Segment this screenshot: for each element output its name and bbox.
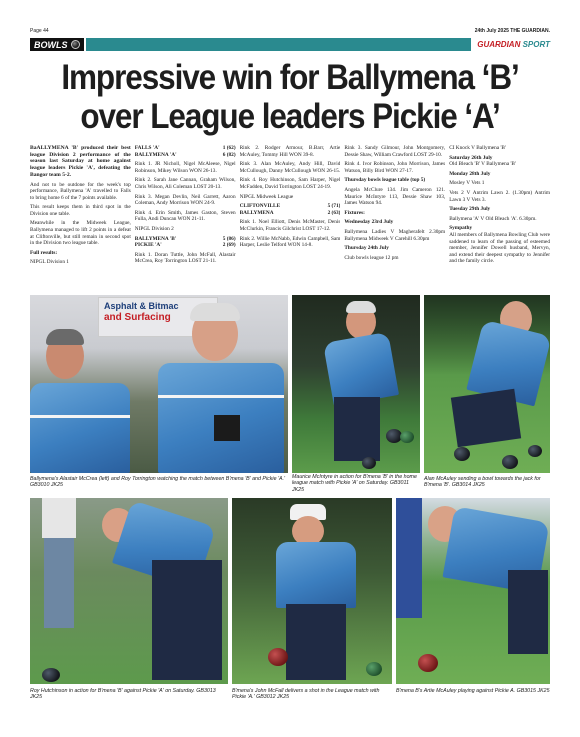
section-tab-label: BOWLS — [34, 39, 68, 50]
photo-caption: B'mena B's Artie McAuley playing against Pickie A. GB3015 JK25 — [396, 688, 550, 694]
person-bowler — [92, 502, 228, 682]
person-left — [30, 325, 135, 473]
team-name: BALLYMENA 'A' — [134, 151, 177, 158]
photo-caption: Ballymena's Alastair McCrea (left) and Roy Torrington watching the match between B'mena 'B' and Pickie 'A.' GB3010 JK25 — [30, 476, 286, 489]
team-name: BALLYMENA 'B' — [134, 235, 177, 242]
page-number: Page 44 — [30, 28, 49, 34]
rink-result: Rink 3. Alan McAuley, Andy Hill, David McCullough, Danny McCullough WON 26-15. — [239, 161, 341, 174]
article-columns — [30, 145, 550, 291]
fixture-text: Ballymena 'A' V Old Bleach 'A'. 6.30pm. — [449, 215, 537, 222]
sympathy-heading: Sympathy — [449, 225, 473, 232]
rink-result: Rink 4. Erin Smith, James Gaston, Steven Fulla, Andi Duncan WON 21-11. — [134, 209, 236, 223]
person-bowler — [424, 500, 548, 682]
bowl — [366, 662, 382, 676]
division-heading: NIPGL Division 1 — [30, 259, 69, 266]
fixture-text: Club bowls league 12 pm — [344, 254, 399, 261]
section-tab — [30, 38, 84, 51]
photo-caption: Maurice McIntyre in action for B'mena 'B' in the home league match with Pickie 'A' on Saturday. GB3011 JK25 — [292, 474, 417, 493]
sympathy-text: All members of Ballymena Bowling Club were saddened to learn of the passing of esteemed member, Jennifer Dowell husband, Mervyn, and extend their deepest sympathy to Jennifer and the family circle. — [449, 231, 550, 265]
fixture-date: Tuesday 29th July — [449, 206, 491, 213]
photo-caption: Alan McAuley sending a bowl towards the jack for B'mena 'B'. GB3014 JK25 — [424, 476, 541, 489]
rink-result: Rink 4. Roy Hutchinson, Sam Harper, Nigel McFadden, David Torrington LOST 24-19. — [239, 177, 341, 190]
rink-result: Rink 3. Megan Devlin, Neil Garrett, Aaron Coleman, Andy Morrison WON 24-9. — [134, 193, 236, 207]
fixture-date: Wednesday 23rd July — [344, 219, 394, 226]
article-paragraph: Meanwhile in the Midweek League, Ballymena managed to lift 2 points in a defeat at Cliftonville, but still remain in second spot in the Division two league table. — [30, 220, 131, 247]
article-column-4 — [344, 145, 445, 291]
person-bowler — [310, 301, 410, 471]
date-paper: 24th July 2025 THE GUARDIAN. — [474, 28, 550, 34]
bowl — [362, 457, 376, 469]
full-results-heading: Full results: — [30, 249, 58, 256]
person-right — [158, 303, 288, 473]
rink-result: Rink 4. Ivor Robinson, John Morrison, James Watson, Billy Bird WON 27-17. — [344, 161, 446, 174]
rink-result: Rink 1. Noel Elliott, Denis McMaster, Denis McClurkin, Francis Gilchrist LOST 17-12. — [239, 219, 341, 232]
fixtures-heading: Fixtures: — [344, 209, 365, 216]
fixture-date: Saturday 26th July — [449, 154, 493, 161]
team-score: 6 (82) — [222, 151, 236, 158]
photo-mcintyre — [292, 295, 420, 473]
rink-result: Rink 2. Sarah Jane Cannan, Graham Wilson, Chris Wilson, Ali Coleman LOST 20-13. — [134, 177, 236, 190]
article-column-1 — [30, 145, 131, 291]
fixture-date: Monday 28th July — [449, 170, 491, 177]
rink-result: Rink 1. JR Nicholl, Nigel McAleese, Nigel Robinson, Mikey Wilson WON 26-13. — [134, 161, 236, 174]
brand-sport: SPORT — [522, 40, 550, 49]
brand-logo — [471, 40, 550, 49]
bowl — [528, 445, 542, 457]
article-paragraph: And not to be outdone for the week's top performance, Ballymena 'A' travelled to Falls to bring home 6 of the 7 points available. — [30, 181, 131, 201]
score-line — [240, 203, 341, 210]
article-column-5 — [449, 145, 550, 291]
score-line — [135, 236, 236, 243]
banner-line-2: and Surfacing — [104, 312, 171, 323]
fixture-text: Vets 2 V Antrim Lawn 2. (1.30pm) Antrim Lawn 3 V Vets 3. — [449, 189, 550, 203]
person-bowler — [444, 297, 548, 467]
bowl — [400, 431, 414, 443]
fixture-text: Ballymena Ladies V Magherafelt 2.30pm Ballymena Midweek V Carehill 6.30pm — [344, 228, 446, 242]
score-line — [135, 145, 236, 152]
fixture-text: CI Knock V Ballymena 'B' — [449, 145, 506, 151]
photo-caption: Roy Hutchinson in action for B'mena 'B' against Pickie 'A' on Saturday. GB3013 JK25 — [30, 688, 216, 701]
rink-result: Rink 3. Sandy Gilmour, John Montgomery, Dessie Shaw, William Crawford LOST 29-10. — [344, 145, 446, 158]
brand-main: GUARDIAN — [477, 40, 521, 49]
bowl — [502, 455, 518, 469]
rink-result: Rink 2. Willie McNabb, Edwin Campbell, Sam Harper, Leslie Telford WON 14-8. — [239, 235, 341, 249]
photo-artie-mcauley — [396, 498, 550, 684]
fixture-text: Mosley V Vets 1 — [449, 180, 485, 187]
bowl — [42, 668, 60, 682]
section-bar-fill — [86, 38, 472, 51]
score-line — [240, 210, 341, 217]
section-bar — [30, 38, 550, 51]
rink-result: Rink 1. Doran Tuttle, John McFall, Alastair McCrea, Roy Torrington LOST 21-11. — [134, 251, 236, 265]
division-heading: NIPGL Midweek League — [239, 193, 294, 200]
team-name: FALLS 'A' — [134, 145, 160, 151]
photo-caption: B'mena's John McFall delivers a shot in the League match with Pickie 'A.' GB3012 JK25 — [232, 688, 380, 701]
photo-hutchinson — [30, 498, 228, 684]
rink-result: Rink 2. Rodger Armour, B.Barr, Artie McAuley, Tommy Hill WON 39-8. — [239, 145, 341, 158]
team-name: PICKIE 'A' — [134, 242, 162, 249]
photo-mcfall — [232, 498, 392, 684]
team-score: 2 (69) — [222, 242, 236, 249]
team-score: 1 (62) — [222, 145, 236, 151]
score-line — [135, 152, 236, 159]
article-paragraph: This result keeps them in third spot in the Division one table. — [30, 204, 131, 217]
article-column-3 — [240, 145, 341, 291]
page-meta — [30, 26, 550, 36]
headline-line-1: Impressive win for Ballymena ‘B’ — [61, 58, 519, 97]
photo-mccrea-torrington — [30, 295, 288, 473]
article-column-2 — [135, 145, 236, 291]
fixture-text: Old Bleach 'B' V Ballymena 'B' — [449, 161, 516, 168]
team-score: 5 (86) — [222, 235, 236, 242]
team-score: 5 (71) — [327, 203, 341, 210]
banner-line-1: Asphalt & Bitmac — [104, 301, 179, 311]
bowl — [454, 447, 470, 461]
score-line — [135, 242, 236, 249]
division-heading: NIPGL Division 2 — [134, 225, 174, 232]
headline — [54, 58, 526, 136]
headline-line-2: over League leaders Pickie ‘A’ — [80, 97, 500, 136]
team-name: CLIFTONVILLE — [239, 203, 281, 210]
bowl — [268, 648, 288, 666]
table-heading: Thursday bowls league table (top 5) — [344, 177, 426, 184]
bowl — [418, 654, 438, 672]
fixture-date: Thursday 24th July — [344, 245, 389, 252]
article-intro: BaALLYMENA 'B' produced their best league Division 2 performance of the season last Saturday at home against league leaders Pickie 'A', defeating the Bangor team 5-2. — [30, 145, 131, 178]
person-spectator — [38, 498, 80, 648]
team-name: BALLYMENA — [239, 209, 274, 216]
photo-alan-mcauley — [424, 295, 550, 473]
table-text: Angela McClure 134. Jim Cameron 121. Maurice McIntyre 113, Dessie Shaw 103, James Watson 94. — [344, 186, 446, 207]
team-score: 2 (63) — [327, 209, 341, 216]
bowl-ball-icon — [71, 40, 80, 49]
